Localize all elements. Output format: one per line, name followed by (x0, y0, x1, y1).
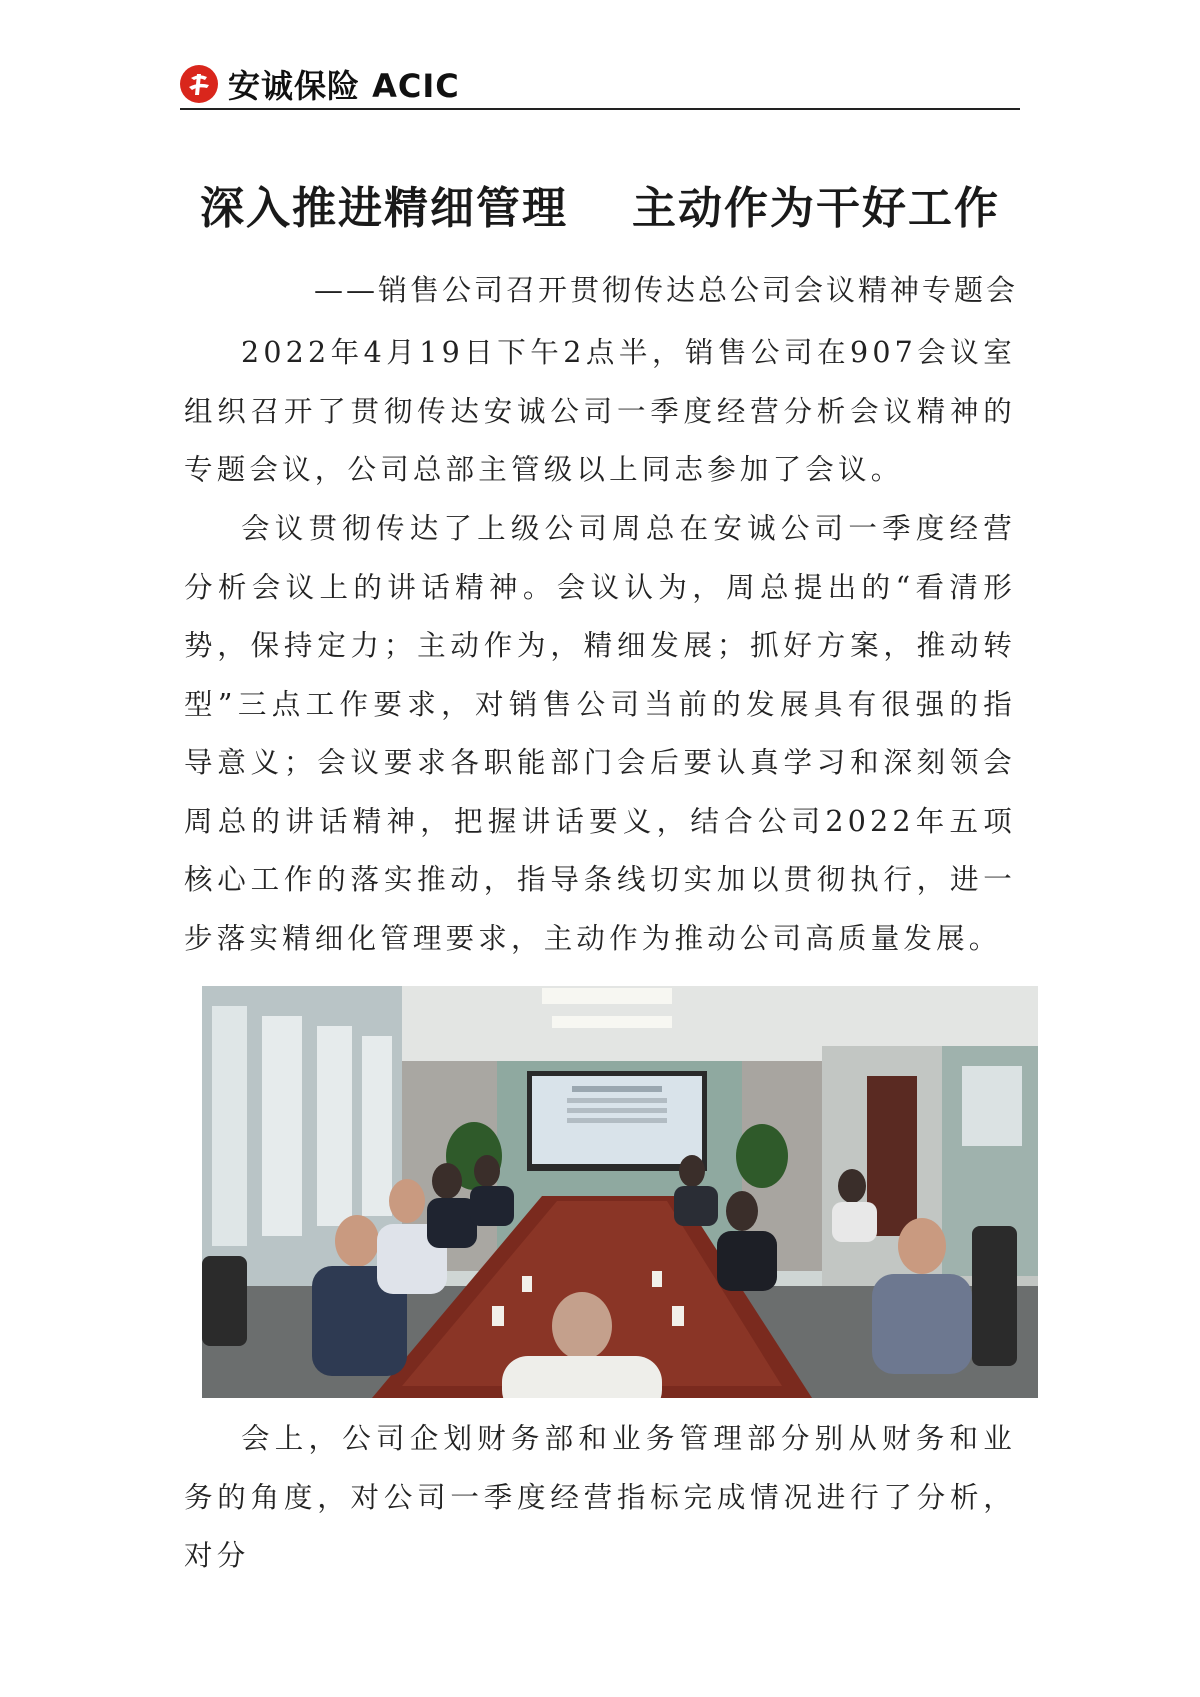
acic-logo-icon (180, 65, 218, 103)
title-part-1: 深入推进精细管理 (200, 183, 568, 234)
meeting-room-photo (202, 986, 1038, 1398)
brand-logo (180, 62, 460, 106)
paragraph-3: 会上，公司企划财务部和业务管理部分别从财务和业务的角度，对公司一季度经营指标完成情况进行了分析，对分 (184, 1422, 1016, 1572)
brand-name: 安诚保险 ACIC (228, 67, 460, 105)
article-subtitle: ——销售公司召开贯彻传达总公司会议精神专题会 (313, 273, 1018, 307)
paragraph-1: 2022年4月19日下午2点半，销售公司在907会议室组织召开了贯彻传达安诚公司一季度经营分析会议精神的专题会议，公司总部主管级以上同志参加了会议。 (184, 336, 1016, 486)
paragraph-2: 会议贯彻传达了上级公司周总在安诚公司一季度经营分析会议上的讲话精神。会议认为，周总提出的“看清形势，保持定力；主动作为，精细发展；抓好方案，推动转型”三点工作要求，对销售公司当前的发展具有很强的指导意义；会议要求各职能部门会后要认真学习和深刻领会周总的讲话精神，把握讲话要义，结合公司2022年五项核心工作的落实推动，指导条线切实加以贯彻执行，进一步落实精细化管理要求，主动作为推动公司高质量发展。 (184, 512, 1016, 955)
header-divider (180, 108, 1020, 110)
page-header (180, 58, 1020, 110)
title-part-2: 主动作为干好工作 (632, 183, 1000, 234)
article-title (180, 172, 1020, 236)
